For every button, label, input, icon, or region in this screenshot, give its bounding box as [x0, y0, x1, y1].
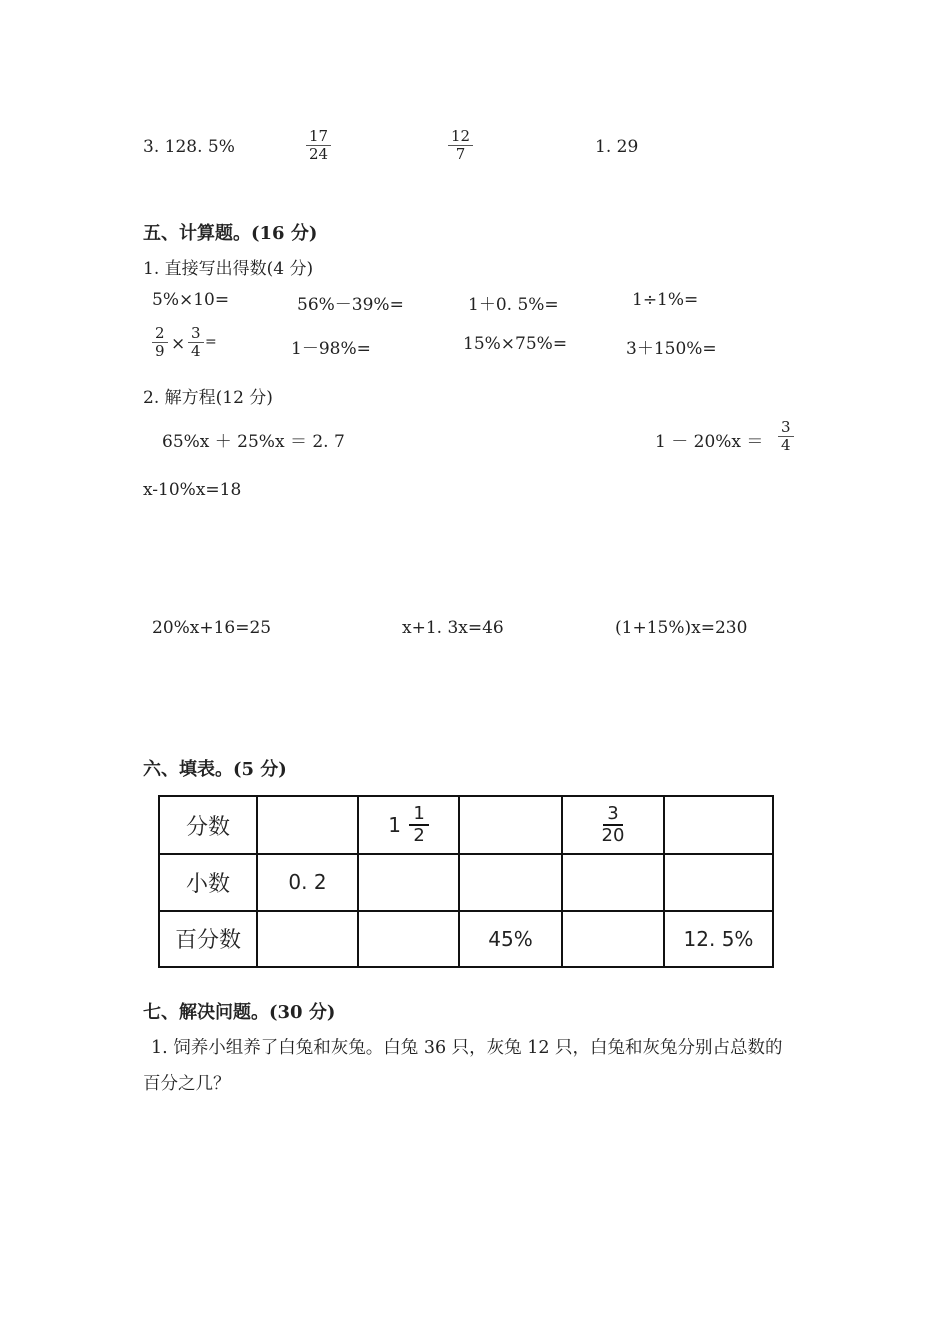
table-cell[interactable] [562, 854, 664, 910]
numerator: 1 [409, 804, 428, 826]
mixed-number-fraction [409, 804, 428, 846]
table-cell[interactable] [257, 796, 358, 854]
numerator: 2 [152, 325, 168, 343]
denominator: 24 [309, 145, 329, 164]
section-6-title: 六、填表。(5 分) [143, 759, 287, 780]
equation-6: (1+15%)x=230 [615, 618, 748, 638]
problem-1-line-2: 百分之几？ [143, 1074, 231, 1094]
denominator: 20 [601, 825, 625, 847]
oral-calc-1: 5%×10= [152, 290, 230, 310]
numerator: 17 [306, 128, 331, 146]
answer-fraction-2 [448, 128, 473, 164]
problem-1-line-1: 1. 饲养小组养了白兔和灰兔。白兔 36 只，灰兔 12 只，白兔和灰兔分别占总数的 [151, 1038, 783, 1058]
equals-sign: = [205, 334, 217, 350]
numerator: 3 [603, 804, 622, 826]
table-cell: 45% [459, 911, 562, 967]
oral-calc-7: 15%×75%= [463, 334, 568, 354]
equation-4: 20%x+16=25 [152, 618, 272, 638]
mixed-number-whole: 1 [388, 813, 401, 838]
table-cell[interactable] [459, 796, 562, 854]
table-row [159, 911, 773, 967]
answer-fraction-1 [306, 128, 331, 164]
denominator: 7 [455, 145, 466, 164]
fill-in-table [158, 795, 774, 968]
fraction-three-fourths [188, 325, 204, 361]
table-cell: 0. 2 [257, 854, 358, 910]
equation-3: x-10%x=18 [143, 480, 242, 500]
table-cell[interactable] [562, 911, 664, 967]
table-cell[interactable] [664, 796, 773, 854]
equation-5: x+1. 3x=46 [402, 618, 504, 638]
equation-1: 65%x ＋ 25%x ＝ 2. 7 [162, 432, 345, 452]
table-cell[interactable] [257, 911, 358, 967]
answer-item: 3. 128. 5% [143, 137, 235, 157]
denominator: 2 [413, 825, 425, 847]
row-label-decimal: 小数 [159, 854, 257, 910]
section-5-title: 五、计算题。(16 分) [143, 223, 318, 244]
table-cell[interactable] [562, 796, 664, 854]
oral-calc-6: 1－98%= [291, 339, 371, 359]
table-cell[interactable] [358, 854, 459, 910]
question-2-title: 2. 解方程(12 分) [143, 388, 273, 408]
table-cell[interactable] [358, 911, 459, 967]
table-row [159, 796, 773, 854]
table-cell: 12. 5% [664, 911, 773, 967]
oral-calc-3: 1＋0. 5%= [468, 295, 559, 315]
row-label-percent: 百分数 [159, 911, 257, 967]
times-sign: × [171, 334, 186, 354]
denominator: 4 [191, 342, 201, 361]
numerator: 3 [188, 325, 204, 343]
section-7-title: 七、解决问题。(30 分) [143, 1002, 336, 1023]
denominator: 9 [155, 342, 165, 361]
denominator: 4 [781, 436, 791, 455]
equation-2: 1 － 20%x ＝ [655, 432, 764, 452]
oral-calc-8: 3＋150%= [626, 339, 717, 359]
table-cell[interactable] [664, 854, 773, 910]
table-cell[interactable] [358, 796, 459, 854]
oral-calc-2: 56%－39%= [297, 295, 404, 315]
row-label-fraction: 分数 [159, 796, 257, 854]
fraction-value [602, 804, 625, 846]
answer-decimal: 1. 29 [595, 137, 639, 157]
table-cell[interactable] [459, 854, 562, 910]
question-1-title: 1. 直接写出得数(4 分) [143, 259, 314, 279]
numerator: 12 [448, 128, 473, 146]
numerator: 3 [778, 419, 794, 437]
table-row [159, 854, 773, 910]
equation-2-fraction [778, 419, 794, 455]
fraction-two-ninths [152, 325, 168, 361]
oral-calc-4: 1÷1%= [632, 290, 699, 310]
